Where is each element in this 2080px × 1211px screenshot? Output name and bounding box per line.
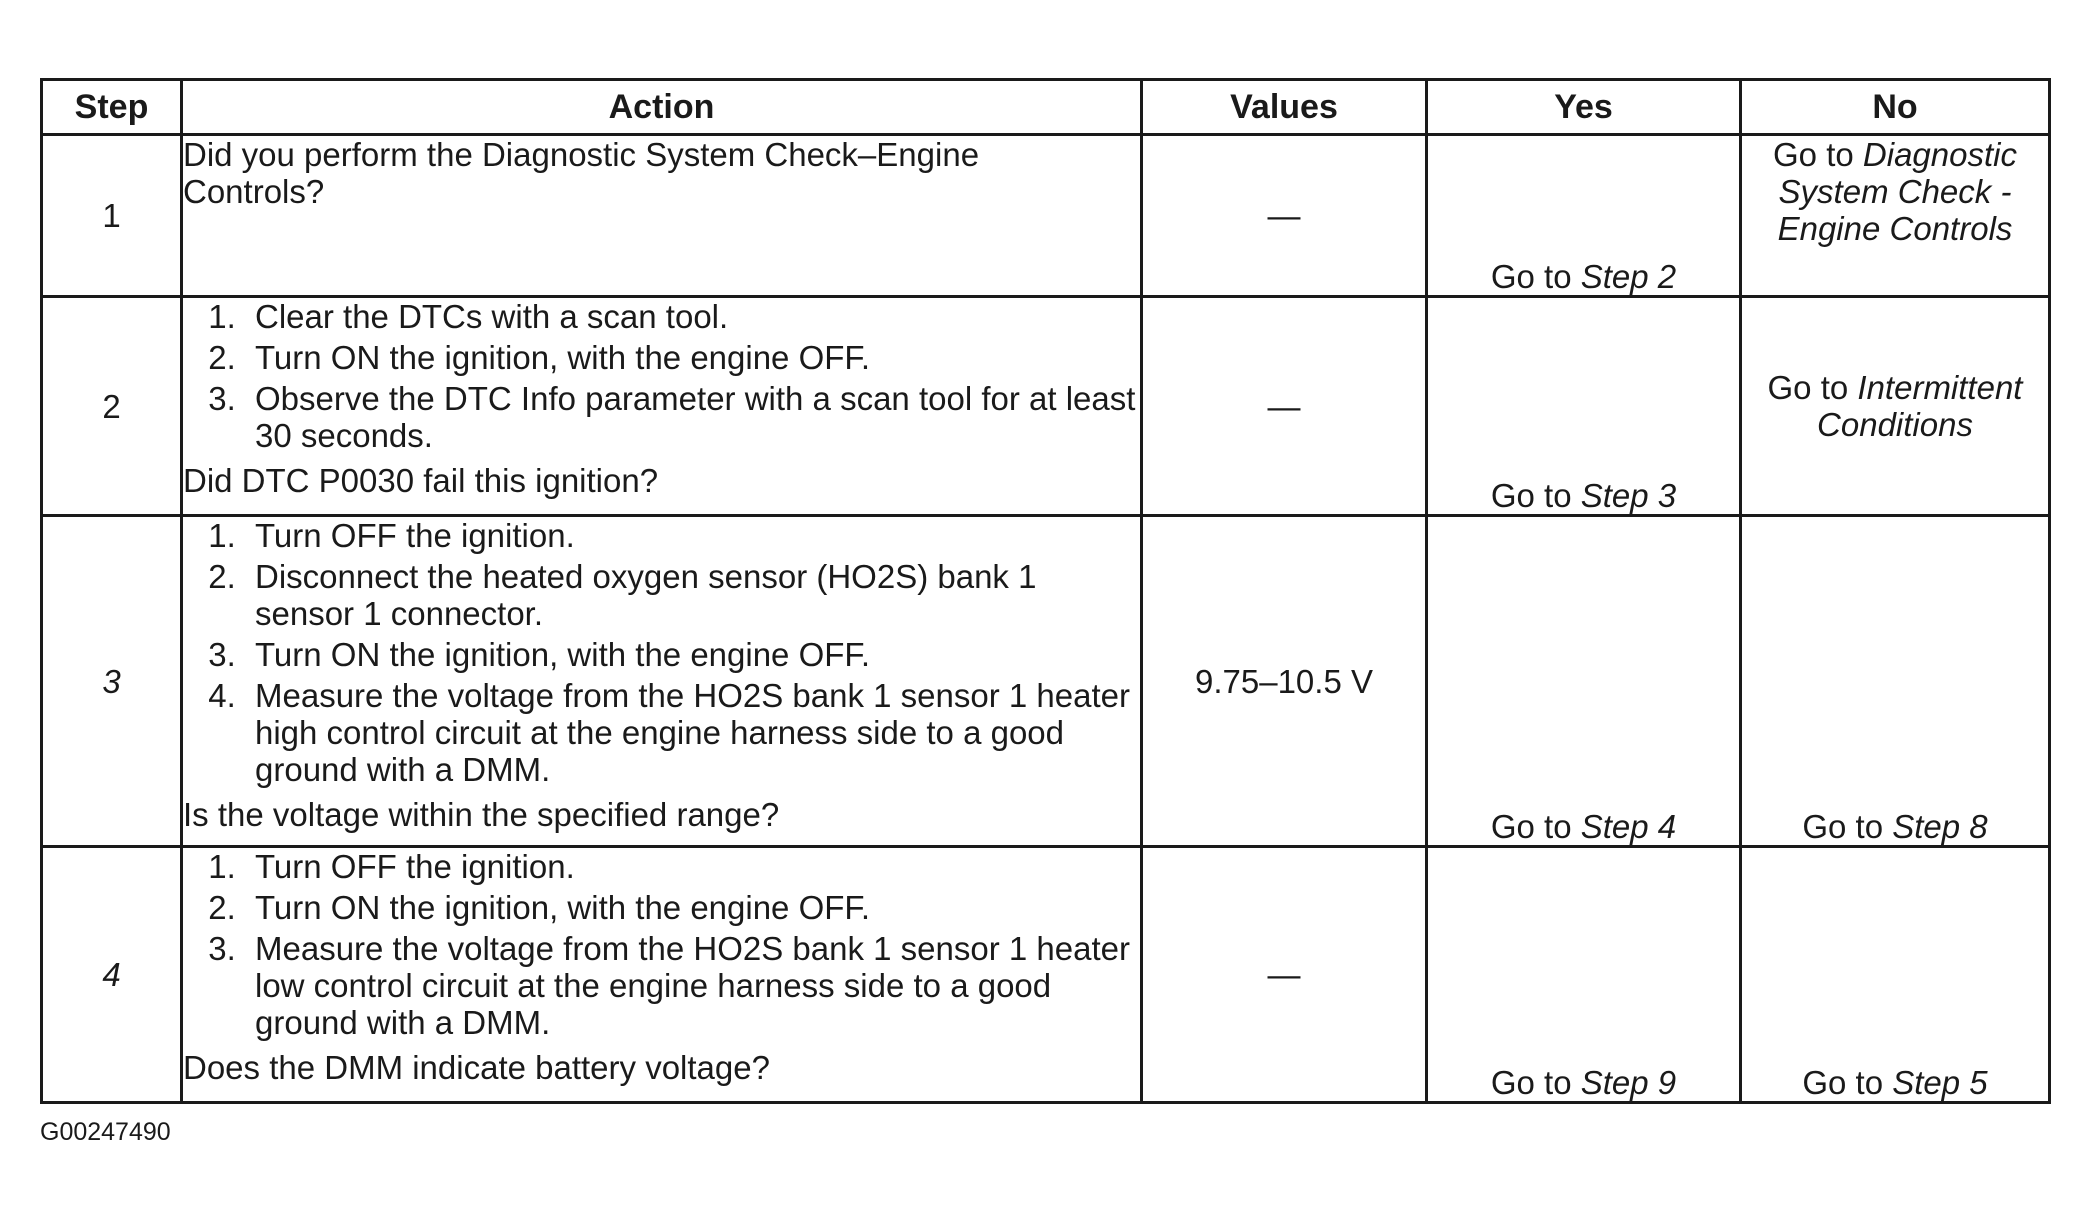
action-question: Did DTC P0030 fail this ignition? bbox=[183, 462, 659, 499]
no-prefix: Go to bbox=[1773, 136, 1863, 173]
yes-target: Step 2 bbox=[1580, 258, 1677, 295]
action-step: 1. Clear the DTCs with a scan tool. bbox=[245, 298, 1140, 335]
action-step: 2. Disconnect the heated oxygen sensor (HO2S) bank 1 sensor 1 connector. bbox=[245, 558, 1140, 632]
value-cell: — bbox=[1142, 847, 1427, 1103]
header-values: Values bbox=[1142, 80, 1427, 135]
action-step: 3. Observe the DTC Info parameter with a scan tool for at least 30 seconds. bbox=[245, 380, 1140, 454]
yes-target: Step 4 bbox=[1580, 808, 1677, 845]
action-step: 3. Turn ON the ignition, with the engine OFF. bbox=[245, 636, 1140, 673]
figure-id: G00247490 bbox=[40, 1118, 171, 1146]
no-cell bbox=[1741, 297, 2050, 516]
yes-prefix: Go to bbox=[1490, 808, 1581, 845]
no-target: Step 5 bbox=[1892, 1064, 1988, 1101]
yes-cell bbox=[1427, 297, 1741, 516]
action-step: 2. Turn ON the ignition, with the engine OFF. bbox=[245, 339, 1140, 376]
action-step: 1. Turn OFF the ignition. bbox=[245, 517, 1140, 554]
header-no: No bbox=[1741, 80, 2050, 135]
action-steps bbox=[183, 517, 1140, 788]
no-cell bbox=[1741, 135, 2050, 297]
value-cell: — bbox=[1142, 135, 1427, 297]
value-cell: — bbox=[1142, 297, 1427, 516]
action-step: 4. Measure the voltage from the HO2S bank 1 sensor 1 heater high control circuit at the engine harness side to a good ground with a DMM. bbox=[245, 677, 1140, 788]
no-prefix: Go to bbox=[1802, 1064, 1893, 1101]
step-number: 4 bbox=[42, 847, 182, 1103]
table-row bbox=[42, 135, 2050, 297]
yes-cell bbox=[1427, 135, 1741, 297]
no-target: Intermittent bbox=[1857, 369, 2023, 406]
action-steps bbox=[183, 848, 1140, 1041]
header-row bbox=[42, 80, 2050, 135]
no-cell bbox=[1741, 516, 2050, 847]
no-prefix: Go to bbox=[1767, 369, 1858, 406]
action-cell bbox=[182, 847, 1142, 1103]
step-number: 3 bbox=[42, 516, 182, 847]
step-number: 1 bbox=[42, 135, 182, 297]
yes-target: Step 3 bbox=[1580, 477, 1677, 514]
no-target: Diagnostic bbox=[1862, 136, 2017, 173]
yes-prefix: Go to bbox=[1490, 477, 1581, 514]
action-cell bbox=[182, 297, 1142, 516]
no-target: Conditions bbox=[1817, 406, 1973, 443]
yes-cell bbox=[1427, 516, 1741, 847]
action-step: 2. Turn ON the ignition, with the engine OFF. bbox=[245, 889, 1140, 926]
table-row bbox=[42, 297, 2050, 516]
action-cell bbox=[182, 135, 1142, 297]
header-action: Action bbox=[182, 80, 1142, 135]
header-step: Step bbox=[42, 80, 182, 135]
no-target: System Check - bbox=[1778, 173, 2012, 210]
action-step: 1. Turn OFF the ignition. bbox=[245, 848, 1140, 885]
step-number: 2 bbox=[42, 297, 182, 516]
action-steps bbox=[183, 298, 1140, 454]
diagnostic-table bbox=[40, 78, 2051, 1104]
table-row bbox=[42, 516, 2050, 847]
action-step: 3. Measure the voltage from the HO2S bank 1 sensor 1 heater low control circuit at the engine harness side to a good ground with a DMM. bbox=[245, 930, 1140, 1041]
no-target: Engine Controls bbox=[1777, 210, 2013, 247]
action-text: Controls? bbox=[183, 173, 325, 210]
action-question: Does the DMM indicate battery voltage? bbox=[183, 1049, 770, 1086]
yes-prefix: Go to bbox=[1490, 1064, 1581, 1101]
yes-cell bbox=[1427, 847, 1741, 1103]
no-target: Step 8 bbox=[1892, 808, 1988, 845]
action-question: Is the voltage within the specified range? bbox=[183, 796, 780, 833]
table-row bbox=[42, 847, 2050, 1103]
value-cell: 9.75–10.5 V bbox=[1142, 516, 1427, 847]
action-cell bbox=[182, 516, 1142, 847]
yes-prefix: Go to bbox=[1490, 258, 1581, 295]
no-cell bbox=[1741, 847, 2050, 1103]
action-text: Did you perform the Diagnostic System Check–Engine bbox=[183, 136, 980, 173]
header-yes: Yes bbox=[1427, 80, 1741, 135]
no-prefix: Go to bbox=[1802, 808, 1893, 845]
yes-target: Step 9 bbox=[1580, 1064, 1677, 1101]
